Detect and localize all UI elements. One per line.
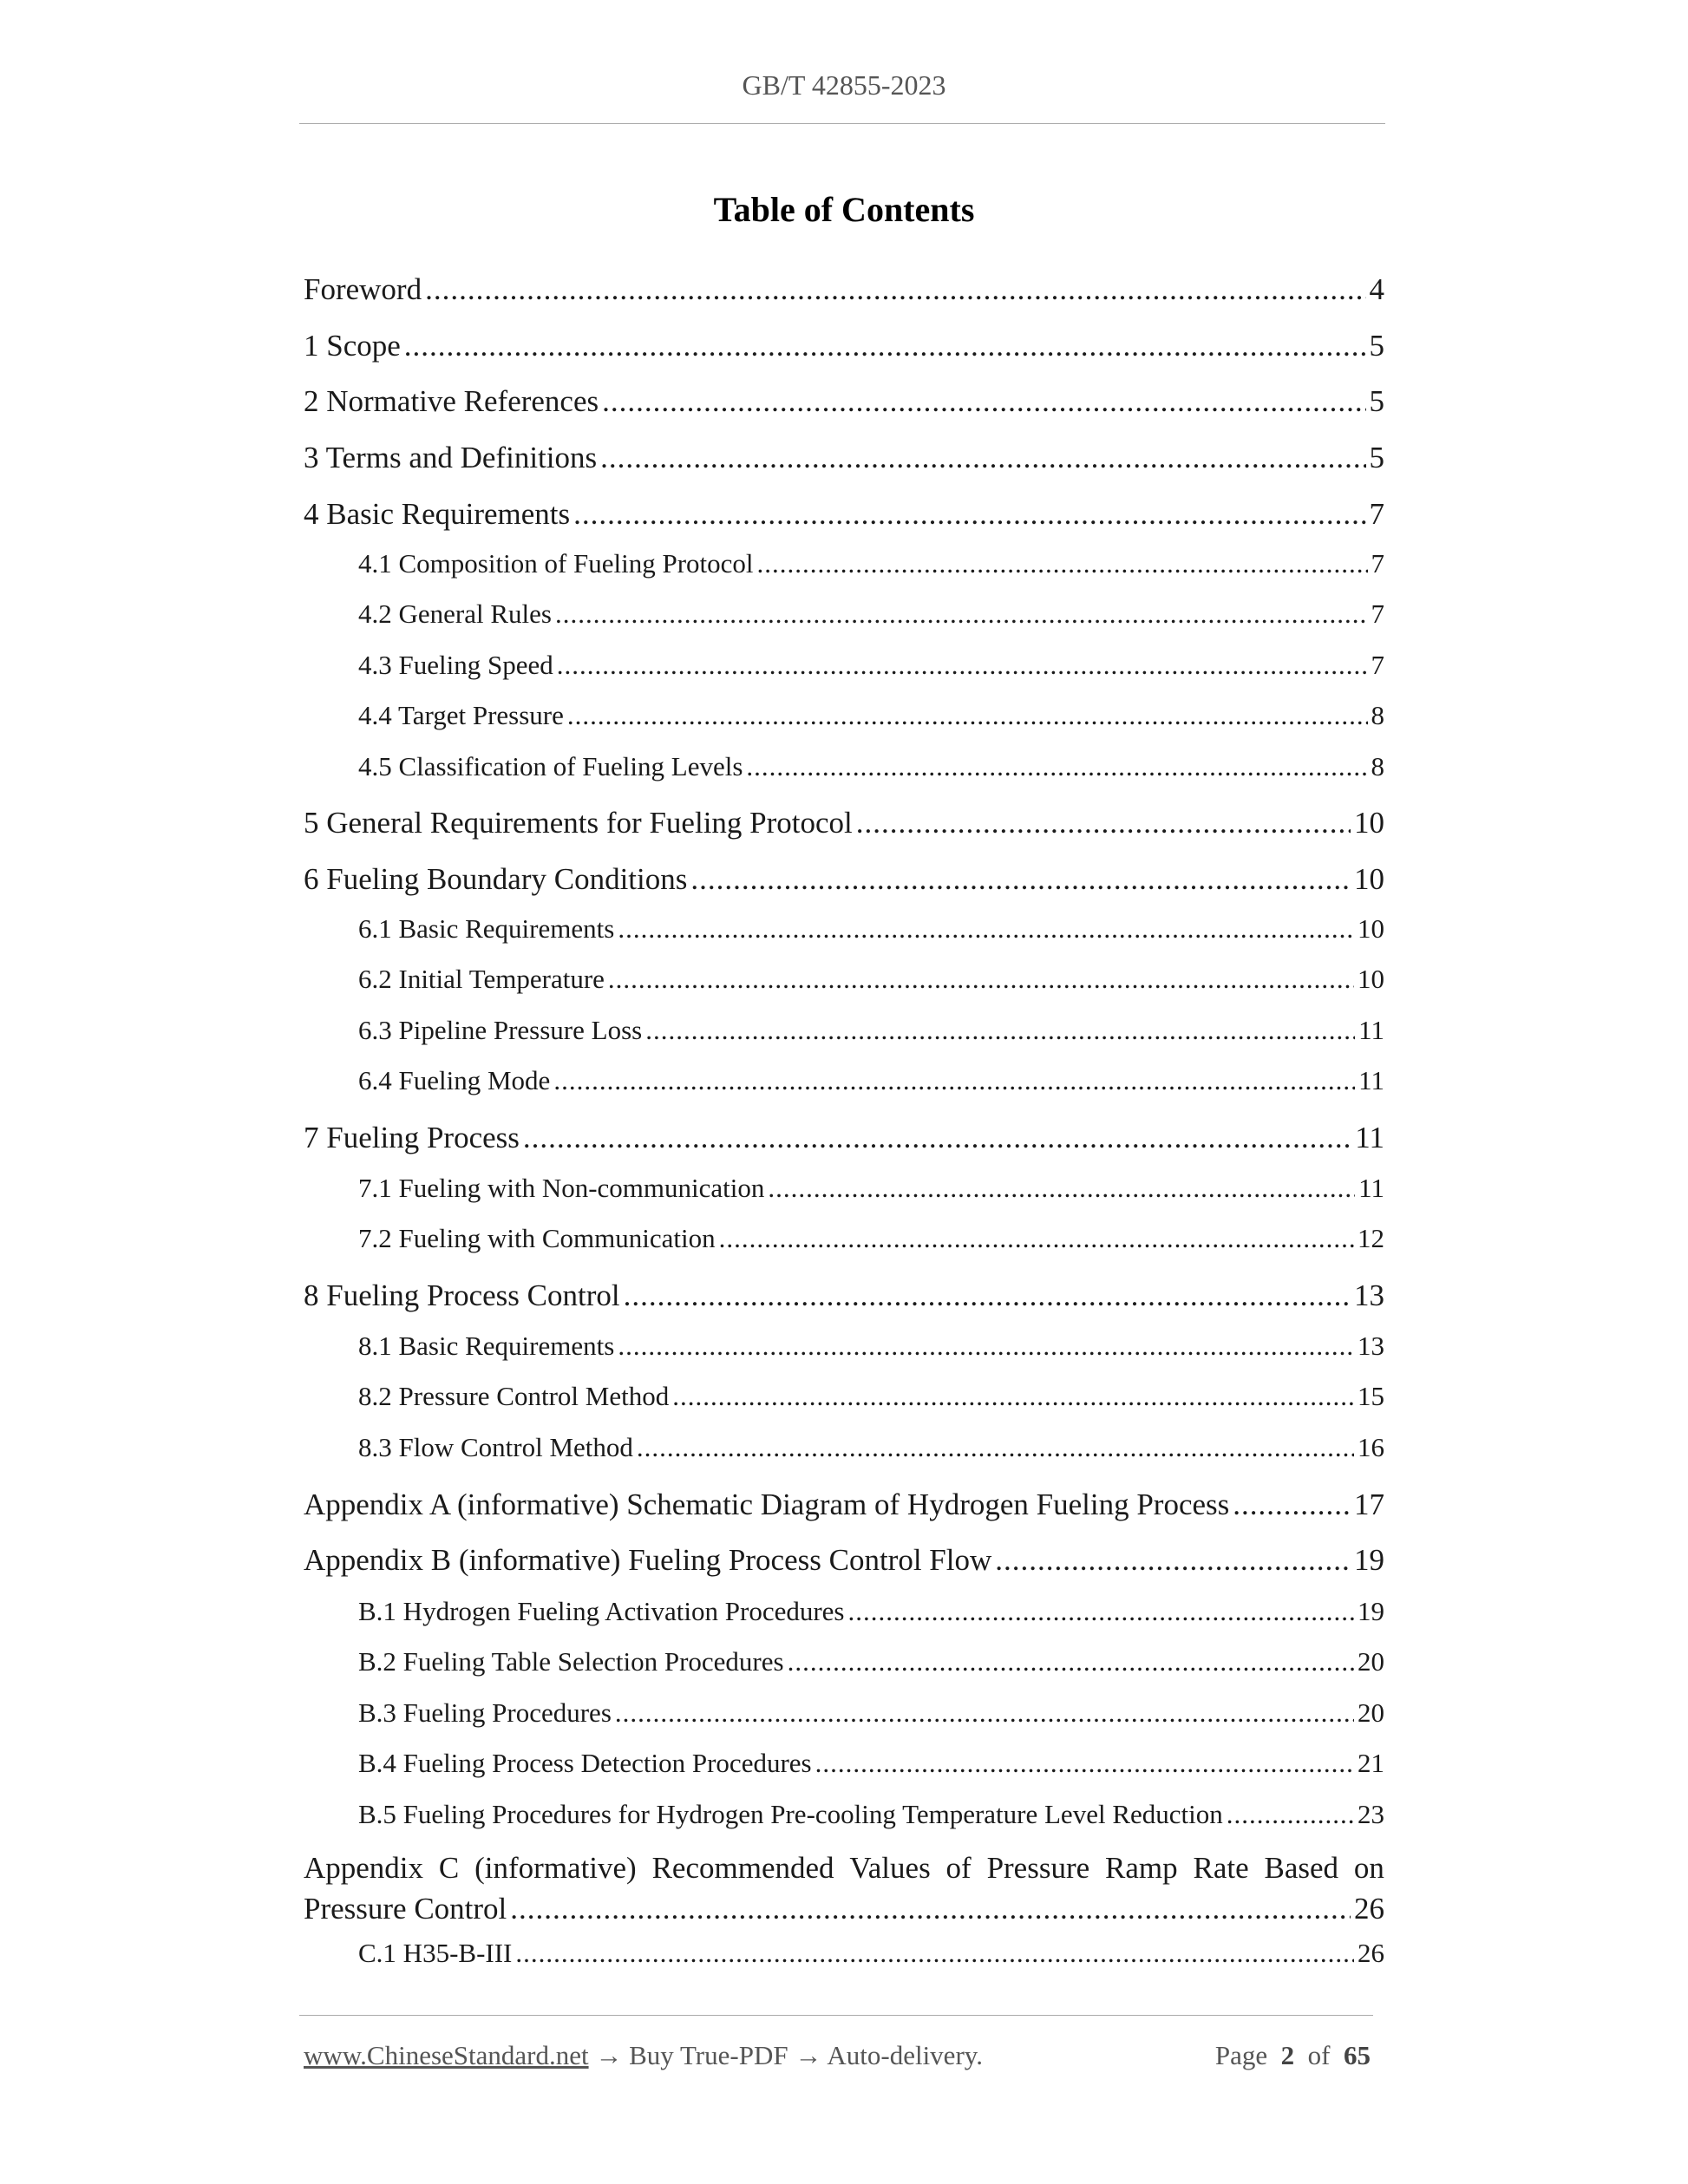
- footer-divider: [299, 2015, 1373, 2016]
- toc-dot-leader: [645, 1013, 1355, 1048]
- toc-dot-leader: [856, 804, 1351, 842]
- toc-entry-subsection[interactable]: [304, 1645, 1384, 1679]
- toc-word: Pressure: [986, 1851, 1090, 1885]
- toc-entry-section[interactable]: [304, 1277, 1384, 1315]
- toc-entry-label: 4.5 Classification of Fueling Levels: [358, 751, 743, 781]
- toc-dot-leader: [788, 1645, 1354, 1679]
- toc-entry-section[interactable]: [304, 327, 1384, 365]
- toc-entry-page: 4: [1369, 272, 1384, 306]
- footer-promo: [304, 2040, 983, 2071]
- toc-entry-subsection[interactable]: [304, 1171, 1384, 1206]
- toc-entry-page: 5: [1369, 441, 1384, 474]
- toc-entry-page: 7: [1371, 650, 1384, 680]
- toc-entry-subsection[interactable]: [304, 1013, 1384, 1048]
- header-divider: [299, 123, 1385, 124]
- toc-entry-label: 8.3 Flow Control Method: [358, 1432, 633, 1462]
- toc-entry-section[interactable]: [304, 1541, 1384, 1579]
- toc-entry-page: 7: [1369, 497, 1384, 531]
- toc-entry-page: 11: [1358, 1173, 1384, 1203]
- toc-entry-label: 8.1 Basic Requirements: [358, 1331, 615, 1361]
- toc-dot-leader: [719, 1221, 1354, 1256]
- toc-dot-leader: [637, 1430, 1354, 1465]
- toc-entry-label-line2: [304, 1888, 1384, 1929]
- toc-dot-leader: [425, 271, 1365, 309]
- toc-dot-leader: [618, 912, 1354, 946]
- toc-entry-subsection[interactable]: [304, 698, 1384, 733]
- toc-entry-page: 13: [1358, 1331, 1384, 1361]
- toc-word: on: [1353, 1851, 1384, 1885]
- toc-entry-subsection[interactable]: [304, 1746, 1384, 1781]
- toc-entry-section[interactable]: [304, 439, 1384, 477]
- toc-dot-leader: [600, 439, 1365, 477]
- toc-dot-leader: [553, 1063, 1355, 1098]
- toc-entry-label: B.1 Hydrogen Fueling Activation Procedures: [358, 1596, 845, 1626]
- toc-word: Recommended: [651, 1851, 834, 1885]
- toc-entry-section[interactable]: [304, 860, 1384, 899]
- toc-dot-leader: [815, 1746, 1354, 1781]
- toc-dot-leader: [573, 495, 1365, 533]
- toc-entry-label: B.4 Fueling Process Detection Procedures: [358, 1748, 812, 1778]
- toc-entry-label: 7.2 Fueling with Communication: [358, 1223, 716, 1253]
- toc-entry-page: 16: [1358, 1432, 1384, 1462]
- toc-entry-subsection[interactable]: [304, 546, 1384, 581]
- toc-entry-page: 10: [1358, 913, 1384, 944]
- toc-entry-page: 8: [1371, 700, 1384, 730]
- toc-entry-label: 4 Basic Requirements: [304, 497, 571, 531]
- toc-word: (informative): [474, 1851, 637, 1885]
- toc-entry-page: 10: [1358, 964, 1384, 994]
- toc-dot-leader: [523, 1119, 1351, 1157]
- toc-dot-leader: [404, 327, 1366, 365]
- toc-word: Values: [849, 1851, 931, 1885]
- toc-dot-leader: [672, 1379, 1354, 1414]
- toc-dot-leader: [757, 546, 1368, 581]
- toc-dot-leader: [1227, 1797, 1354, 1832]
- toc-title: Table of Contents: [713, 190, 975, 229]
- toc-entry-label: 7 Fueling Process: [304, 1121, 520, 1154]
- toc-entry-label: 6.4 Fueling Mode: [358, 1065, 551, 1095]
- toc-entry-page: 11: [1358, 1065, 1384, 1095]
- toc-dot-leader: [618, 1329, 1354, 1363]
- toc-entry-page: 11: [1355, 1121, 1384, 1154]
- toc-entry-label: 8.2 Pressure Control Method: [358, 1381, 670, 1411]
- toc-entry-label: 6.2 Initial Temperature: [358, 964, 605, 994]
- toc-entry-label: B.2 Fueling Table Selection Procedures: [358, 1646, 784, 1677]
- toc-entry-page: 17: [1354, 1488, 1384, 1521]
- toc-entry-subsection[interactable]: [304, 1696, 1384, 1730]
- toc-entry-page: 8: [1371, 751, 1384, 781]
- toc-entry-subsection[interactable]: [304, 648, 1384, 683]
- toc-entry-subsection[interactable]: [304, 1430, 1384, 1465]
- toc-entry-label: 1 Scope: [304, 329, 401, 363]
- toc-dot-leader: [567, 698, 1368, 733]
- toc-dot-leader: [510, 1888, 1351, 1929]
- toc-word: Ramp: [1105, 1851, 1178, 1885]
- toc-entry-page: 7: [1371, 598, 1384, 629]
- toc-word: of: [945, 1851, 972, 1885]
- toc-entry-label-line1: [304, 1847, 1384, 1888]
- toc-entry-label: C.1 H35-B-III: [358, 1938, 513, 1968]
- toc-entry-label: 6.1 Basic Requirements: [358, 913, 615, 944]
- toc-entry-subsection[interactable]: [304, 1379, 1384, 1414]
- toc-dot-leader: [615, 1696, 1354, 1730]
- toc-entry-subsection[interactable]: [304, 1797, 1384, 1832]
- toc-entry-section[interactable]: [304, 271, 1384, 309]
- toc-entry-page: 20: [1358, 1697, 1384, 1728]
- toc-entry-page: 21: [1358, 1748, 1384, 1778]
- page-total: 65: [1344, 2040, 1371, 2070]
- toc-entry-page: 26: [1358, 1938, 1384, 1968]
- toc-dot-leader: [624, 1277, 1351, 1315]
- toc-dot-leader: [608, 962, 1354, 997]
- toc-entry-subsection[interactable]: [304, 1063, 1384, 1098]
- toc-entry-label: 4.3 Fueling Speed: [358, 650, 553, 680]
- toc-entry-section[interactable]: [304, 383, 1384, 421]
- toc-entry-page: 7: [1371, 548, 1384, 579]
- toc-entry-label: 7.1 Fueling with Non-communication: [358, 1173, 765, 1203]
- toc-entry-page: 20: [1358, 1646, 1384, 1677]
- toc-entry-subsection[interactable]: [304, 1329, 1384, 1363]
- toc-dot-leader: [515, 1936, 1354, 1971]
- toc-dot-leader: [848, 1594, 1355, 1629]
- footer-promo-text: → Buy True-PDF → Auto-delivery.: [588, 2040, 983, 2070]
- toc-entry-label: 5 General Requirements for Fueling Protocol: [304, 806, 853, 840]
- toc-dot-leader: [995, 1541, 1351, 1579]
- toc-entry-page: 23: [1358, 1799, 1384, 1829]
- toc-entry-label: Appendix B (informative) Fueling Process Control Flow: [304, 1543, 992, 1577]
- toc-dot-leader: [746, 749, 1367, 784]
- toc-entry-subsection[interactable]: [304, 1221, 1384, 1256]
- toc-entry-label: 6 Fueling Boundary Conditions: [304, 862, 688, 896]
- site-link[interactable]: www.ChineseStandard.net: [304, 2040, 589, 2070]
- toc-entry-subsection[interactable]: [304, 962, 1384, 997]
- toc-entry-page: 12: [1358, 1223, 1384, 1253]
- page-prefix: Page: [1214, 2040, 1268, 2070]
- toc-entry-section[interactable]: [304, 1119, 1384, 1157]
- toc-entry-subsection[interactable]: [304, 749, 1384, 784]
- toc-entry-label: B.3 Fueling Procedures: [358, 1697, 612, 1728]
- toc-dot-leader: [557, 648, 1368, 683]
- toc-entry-page: 10: [1354, 862, 1384, 896]
- toc-entry-section[interactable]: [304, 1486, 1384, 1524]
- page-number-indicator: [1215, 2040, 1371, 2071]
- toc-entry-page: 19: [1354, 1543, 1384, 1577]
- page-of: of: [1307, 2040, 1331, 2070]
- toc-entry-section[interactable]: [304, 495, 1384, 533]
- page-current: 2: [1280, 2040, 1295, 2070]
- toc-dot-leader: [768, 1171, 1355, 1206]
- toc-entry-subsection[interactable]: [304, 912, 1384, 946]
- page-footer: [304, 2040, 1371, 2071]
- toc-entry-subsection[interactable]: [304, 1594, 1384, 1629]
- toc-word: Rate: [1193, 1851, 1249, 1885]
- toc-entry-page: 13: [1354, 1278, 1384, 1312]
- toc-word: C: [438, 1851, 460, 1885]
- toc-entry-appendix-c[interactable]: [304, 1847, 1384, 1929]
- toc-entry-page: 15: [1358, 1381, 1384, 1411]
- toc-entry-page: 26: [1354, 1892, 1384, 1926]
- toc-entry-label: 8 Fueling Process Control: [304, 1278, 620, 1312]
- toc-dot-leader: [555, 597, 1368, 631]
- toc-entry-label: B.5 Fueling Procedures for Hydrogen Pre-cooling Temperature Level Reduction: [358, 1799, 1223, 1829]
- toc-entry-label: Foreword: [304, 272, 422, 306]
- toc-entry-page: 19: [1358, 1596, 1384, 1626]
- toc-entry-label: 4.2 General Rules: [358, 598, 552, 629]
- toc-entry-subsection[interactable]: [304, 597, 1384, 631]
- toc-entry-label: 4.1 Composition of Fueling Protocol: [358, 548, 754, 579]
- toc-entry-label: 4.4 Target Pressure: [358, 700, 564, 730]
- toc-entry-label: 2 Normative References: [304, 384, 599, 418]
- toc-entry-label: 6.3 Pipeline Pressure Loss: [358, 1015, 643, 1045]
- toc-dot-leader: [690, 860, 1351, 899]
- toc-entry-page: 5: [1369, 384, 1384, 418]
- toc-word: Appendix: [304, 1851, 424, 1885]
- toc-entry-label: Pressure Control: [304, 1892, 507, 1926]
- toc-word: Based: [1264, 1851, 1339, 1885]
- toc-entry-subsection[interactable]: [304, 1936, 1384, 1971]
- toc-entry-page: 10: [1354, 806, 1384, 840]
- document-header-id: GB/T 42855-2023: [742, 69, 946, 101]
- toc-dot-leader: [1233, 1486, 1351, 1524]
- toc-entry-page: 5: [1369, 329, 1384, 363]
- toc-entry-section[interactable]: [304, 804, 1384, 842]
- toc-entry-label: Appendix A (informative) Schematic Diagram of Hydrogen Fueling Process: [304, 1488, 1230, 1521]
- toc-dot-leader: [602, 383, 1365, 421]
- toc-entry-label: 3 Terms and Definitions: [304, 441, 598, 474]
- toc-entry-page: 11: [1358, 1015, 1384, 1045]
